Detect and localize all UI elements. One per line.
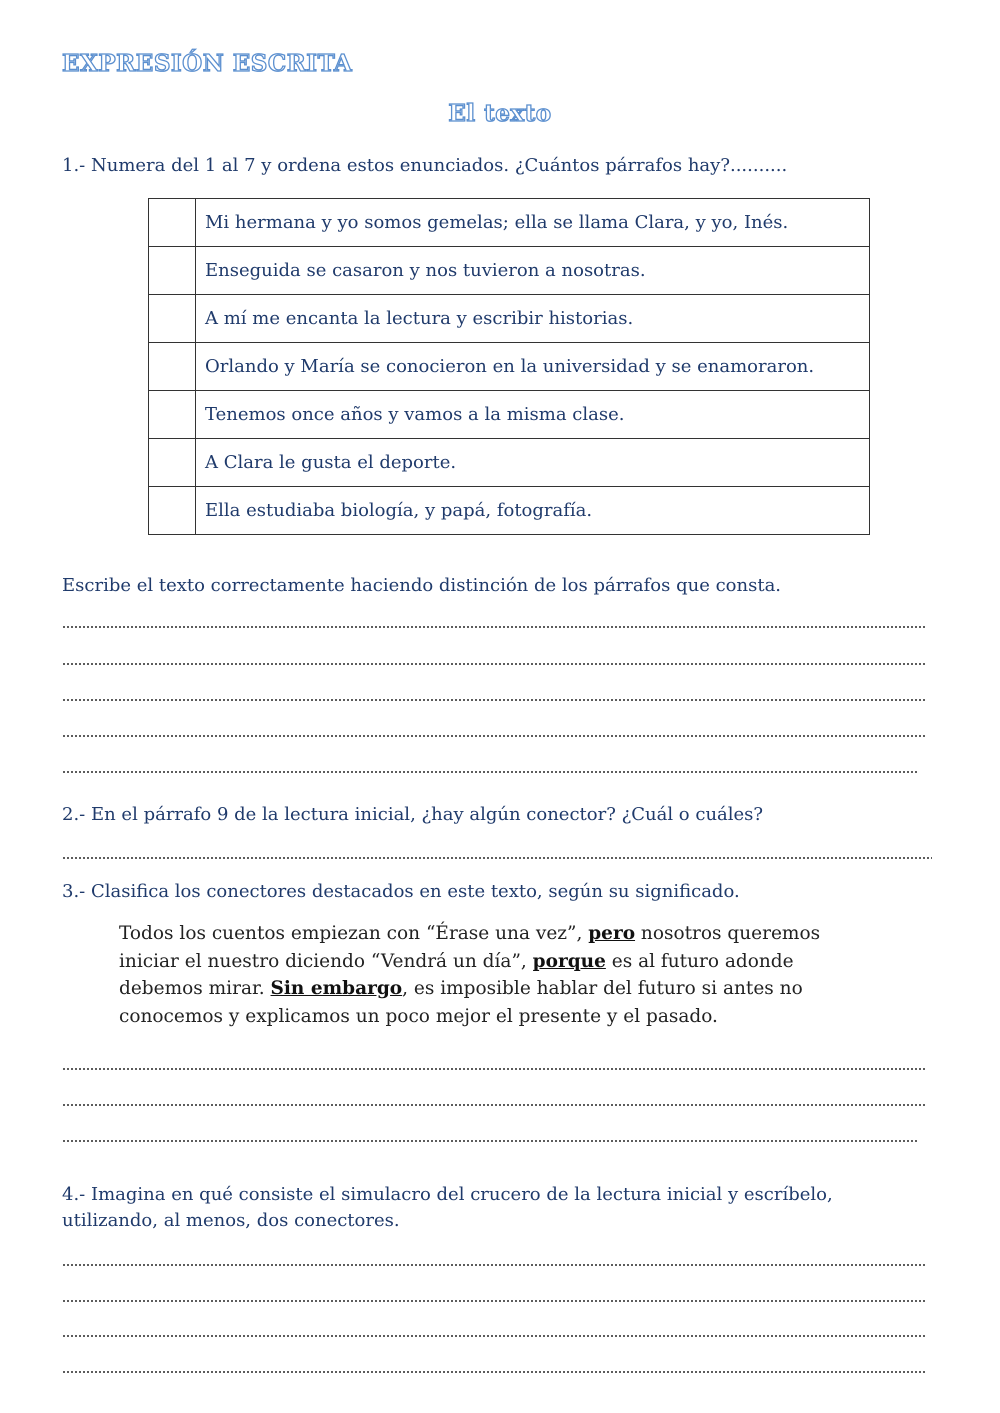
connector-passage <box>119 920 879 1030</box>
passage-text: , es imposible hablar del futuro si antes no conocemos y explicamos un poco mejor el presente y el pasado. <box>119 978 803 1027</box>
question-3-prompt: 3.- Clasifica los conectores destacados en este texto, según su significado. <box>62 881 740 902</box>
sentence-cell: Mi hermana y yo somos gemelas; ella se llama Clara, y yo, Inés. <box>196 199 870 247</box>
number-cell[interactable] <box>149 439 196 487</box>
number-cell[interactable] <box>149 487 196 535</box>
answer-line[interactable] <box>62 699 926 701</box>
number-cell[interactable] <box>149 391 196 439</box>
answer-line[interactable] <box>62 1371 926 1373</box>
connector-porque: porque <box>532 950 606 972</box>
connector-sin-embargo: Sin embargo <box>270 978 403 999</box>
sentence-cell: Orlando y María se conocieron en la universidad y se enamoraron. <box>196 343 870 391</box>
number-cell[interactable] <box>149 295 196 343</box>
question-1-instruction: Escribe el texto correctamente haciendo distinción de los párrafos que consta. <box>62 575 782 596</box>
page-subtitle: El texto <box>448 100 552 127</box>
sentence-cell: Ella estudiaba biología, y papá, fotografía. <box>196 487 870 535</box>
sentence-cell: A mí me encanta la lectura y escribir historias. <box>196 295 870 343</box>
table-row <box>149 199 870 247</box>
table-row <box>149 439 870 487</box>
passage-text: Todos los cuentos empiezan con “Érase una vez”, <box>119 923 589 944</box>
answer-line[interactable] <box>62 1068 926 1070</box>
question-1-prompt: 1.- Numera del 1 al 7 y ordena estos enunciados. ¿Cuántos párrafos hay?.......... <box>62 155 788 176</box>
table-row <box>149 295 870 343</box>
sentence-cell: Tenemos once años y vamos a la misma clase. <box>196 391 870 439</box>
answer-line[interactable] <box>62 771 918 773</box>
table-row <box>149 487 870 535</box>
page-title: EXPRESIÓN ESCRITA <box>62 50 353 77</box>
number-cell[interactable] <box>149 343 196 391</box>
connector-pero: pero <box>588 923 636 944</box>
number-cell[interactable] <box>149 199 196 247</box>
answer-line[interactable] <box>62 735 926 737</box>
question-2-prompt: 2.- En el párrafo 9 de la lectura inicial, ¿hay algún conector? ¿Cuál o cuáles? <box>62 804 764 825</box>
answer-line[interactable] <box>62 626 926 628</box>
answer-line[interactable] <box>62 1264 926 1266</box>
passage-text: es al futuro adonde debemos mirar. <box>119 950 794 999</box>
question-4-prompt: 4.- Imagina en qué consiste el simulacro del crucero de la lectura inicial y escríbelo, utilizando, al menos, dos conectores. <box>62 1184 833 1231</box>
answer-line[interactable] <box>62 1300 926 1302</box>
ordering-table <box>148 198 870 535</box>
answer-line[interactable] <box>62 1335 926 1337</box>
answer-line[interactable] <box>62 857 932 859</box>
answer-line[interactable] <box>62 1104 926 1106</box>
sentence-cell: A Clara le gusta el deporte. <box>196 439 870 487</box>
number-cell[interactable] <box>149 247 196 295</box>
table-row <box>149 391 870 439</box>
table-row <box>149 247 870 295</box>
table-row <box>149 343 870 391</box>
passage-text: nosotros queremos iniciar el nuestro diciendo “Vendrá un día”, <box>119 923 821 972</box>
sentence-cell: Enseguida se casaron y nos tuvieron a nosotras. <box>196 247 870 295</box>
answer-line[interactable] <box>62 1140 918 1142</box>
answer-line[interactable] <box>62 663 926 665</box>
